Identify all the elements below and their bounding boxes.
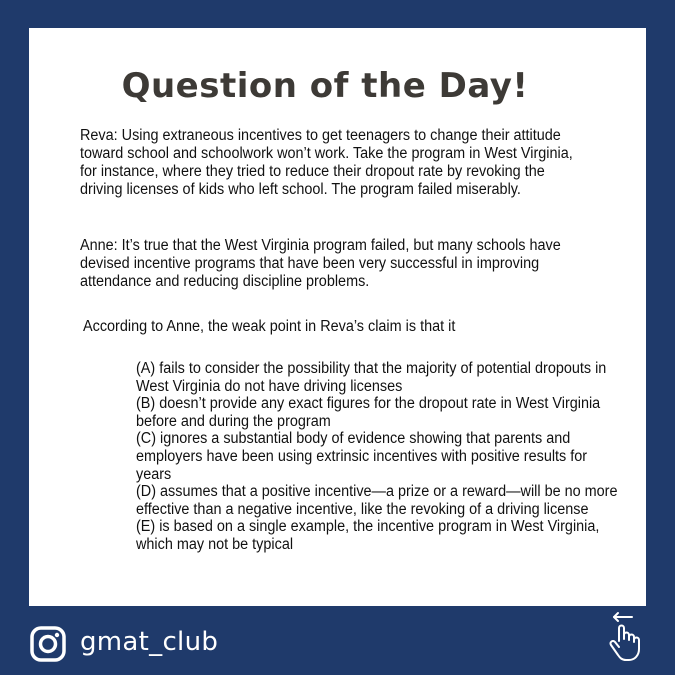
option-c: (C) ignores a substantial body of evidence showing that parents and employers have been using extrinsic incentives with positive results for years [136,430,588,483]
question-prompt: According to Anne, the weak point in Reva’s claim is that it [83,318,456,335]
option-d: (D) assumes that a positive incentive—a prize or a reward—will be no more effective than a negative incentive, like the revoking of a driving license [136,483,618,518]
reva-statement: Reva: Using extraneous incentives to get teenagers to change their attitude toward school and schoolwork won’t work. Take the program in West Virginia, for instance, where they tried to reduce their dropout rate by revoking the driving licenses of kids who left school. The program failed miserably. [80,127,573,198]
swipe-left-hand-icon [602,611,646,663]
option-b: (B) doesn’t provide any exact figures for the dropout rate in West Virginia before and during the program [136,395,601,430]
page-title: Question of the Day! [121,66,529,106]
answer-options [136,360,620,554]
option-a: (A) fails to consider the possibility that the majority of potential dropouts in West Virginia do not have driving licenses [136,360,607,395]
anne-statement: Anne: It’s true that the West Virginia program failed, but many schools have devised incentive programs that have been very successful in improving attendance and reducing discipline problems. [80,237,561,290]
instagram-handle: gmat_club [80,627,219,657]
option-e: (E) is based on a single example, the incentive program in West Virginia, which may not be typical [136,518,600,553]
instagram-icon [30,626,66,662]
